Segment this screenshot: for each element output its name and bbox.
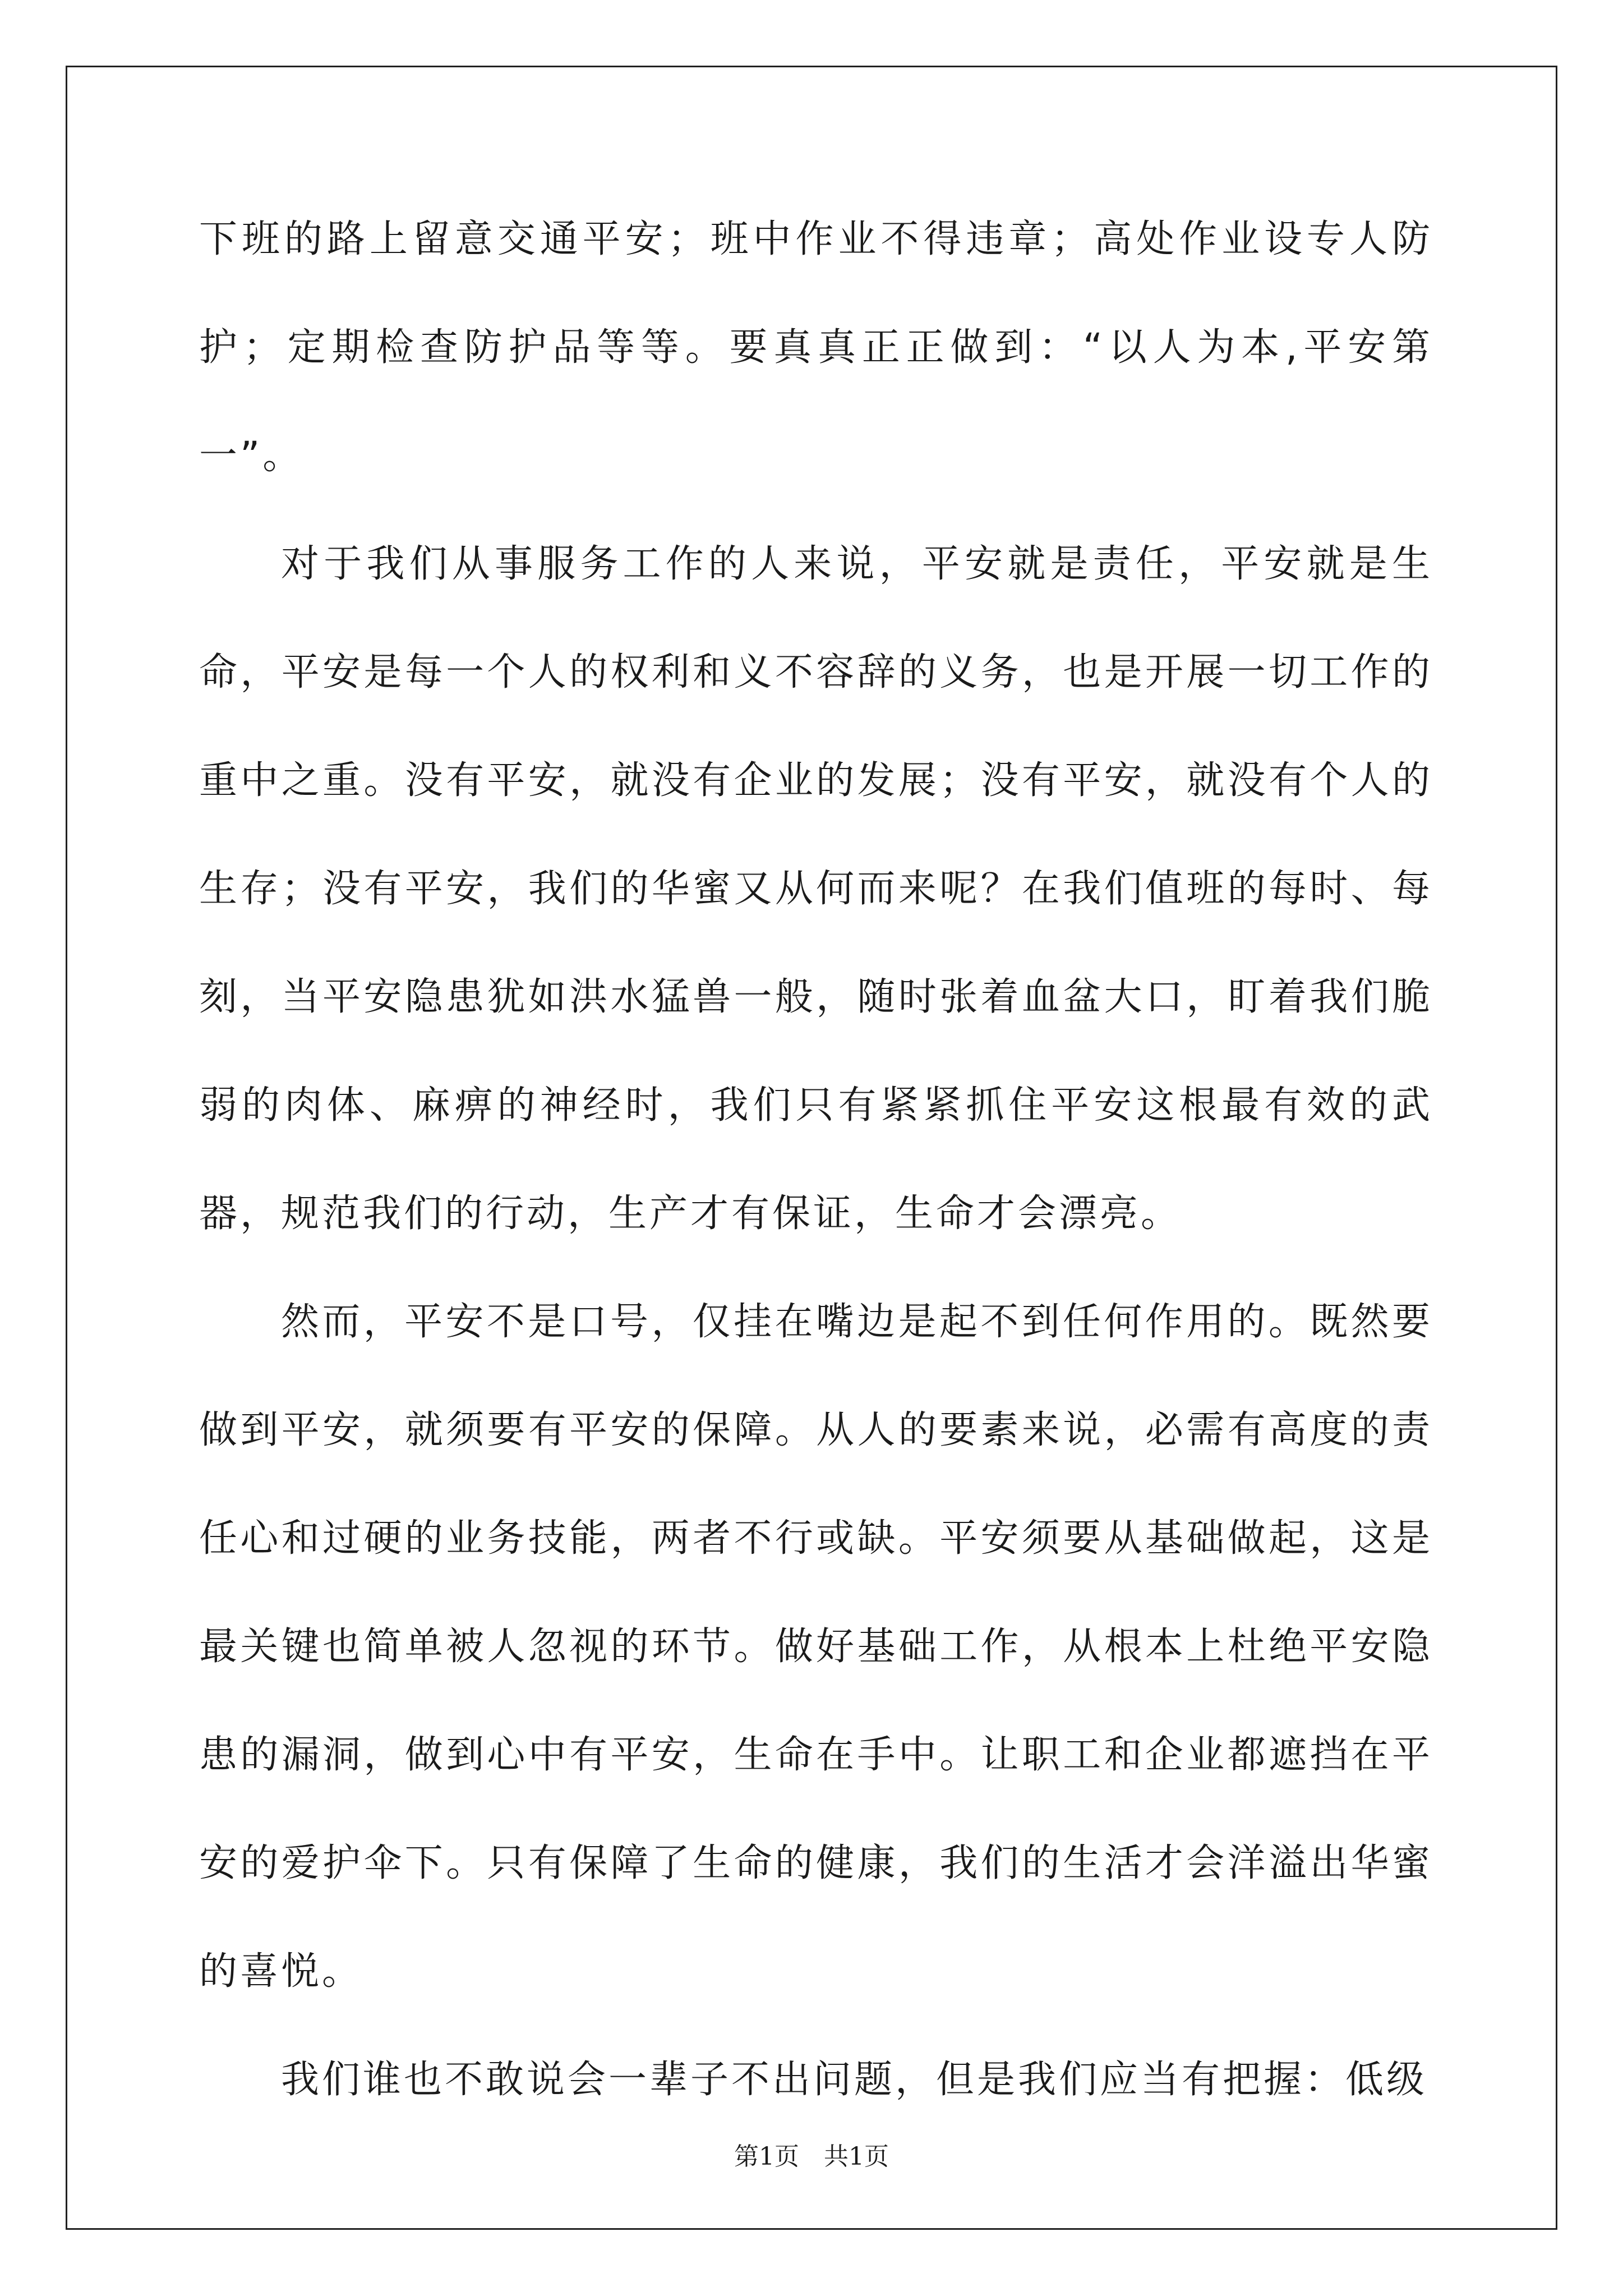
paragraph-2: 对于我们从事服务工作的人来说，平安就是责任，平安就是生命，平安是每一个人的权利和义不容辞的义务，也是开展一切工作的重中之重。没有平安，就没有企业的发展；没有平安，就没有个人的生存；没有平安，我们的华蜜又从何而来呢？在我们值班的每时、每刻，当平安隐患犹如洪水猛兽一般，随时张着血盆大口，盯着我们脆弱的肉体、麻痹的神经时，我们只有紧紧抓住平安这根最有效的武器，规范我们的行动，生产才有保证，生命才会漂亮。 [199,542,1433,1236]
paragraph-4: 我们谁也不敢说会一辈子不出问题，但是我们应当有把握：低级 [281,2058,1428,2102]
paragraph-1: 下班的路上留意交通平安；班中作业不得违章；高处作业设专人防护；定期检查防护品等等。要真真正正做到：“以人为本,平安第一”。 [199,217,1433,478]
page-number-footer: 第1页 共1页 [734,2142,889,2171]
paragraph-3: 然而，平安不是口号，仅挂在嘴边是起不到任何作用的。既然要做到平安，就须要有平安的保障。从人的要素来说，必需有高度的责任心和过硬的业务技能，两者不行或缺。平安须要从基础做起，这是最关键也简单被人忽视的环节。做好基础工作，从根本上杜绝平安隐患的漏洞，做到心中有平安，生命在手中。让职工和企业都遮挡在平安的爱护伞下。只有保障了生命的健康，我们的生活才会洋溢出华蜜的喜悦。 [199,1300,1433,1994]
document-body [199,185,1433,2134]
